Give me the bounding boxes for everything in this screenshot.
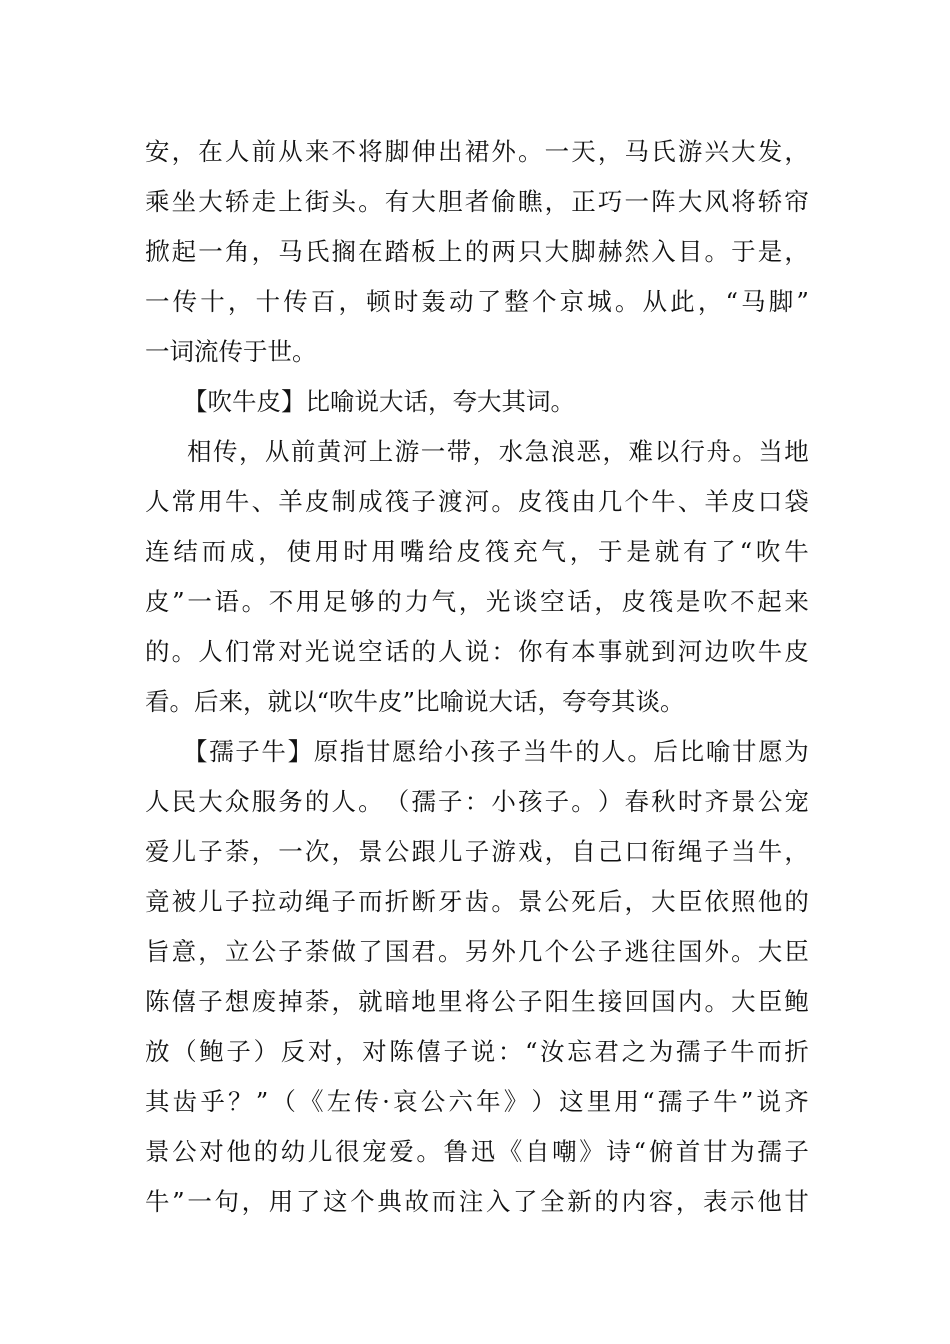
text-line: 竟 被 儿 子 拉 动 绳 子 而 折 断 牙 齿 。 景 公 死 后 ， 大 臣 依 照 他 的: [145, 887, 809, 916]
text-line: 其 齿 乎 ？ ” （ 《 左 传 · 哀 公 六 年 》 ） 这 里 用 “ 孺 子 牛 ” 说 齐: [145, 1087, 809, 1116]
text-line: 连 结 而 成 ， 使 用 时 用 嘴 给 皮 筏 充 气 ， 于 是 就 有 了 “ 吹 牛: [145, 537, 809, 566]
text-line: 旨 意 ， 立 公 子 荼 做 了 国 君 。 另 外 几 个 公 子 逃 往 国 外 。 大 臣: [145, 937, 809, 966]
text-line: 人 常 用 牛 、 羊 皮 制 成 筏 子 渡 河 。 皮 筏 由 几 个 牛 、 羊 皮 口 袋: [145, 487, 809, 516]
text-line: 爱 儿 子 荼 ， 一 次 ， 景 公 跟 儿 子 游 戏 ， 自 己 口 衔 绳 子 当 牛 ，: [145, 837, 809, 866]
text-line: 景 公 对 他 的 幼 儿 很 宠 爱 。 鲁 迅 《 自 嘲 》 诗 “ 俯 首 甘 为 孺 子: [145, 1137, 809, 1166]
text-line: 人 民 大 众 服 务 的 人 。 （ 孺 子 ： 小 孩 子 。 ） 春 秋 时 齐 景 公 宠: [145, 787, 809, 816]
document-page: [145, 127, 809, 1227]
text-line: 乘 坐 大 轿 走 上 街 头 。 有 大 胆 者 偷 瞧 ， 正 巧 一 阵 大 风 将 轿 帘: [145, 187, 809, 216]
text-line: 一词流传于世。: [145, 337, 317, 366]
text-line: 放 （ 鲍 子 ） 反 对 ， 对 陈 僖 子 说 ： “ 汝 忘 君 之 为 孺 子 牛 而 折: [145, 1037, 809, 1066]
text-line: 的 。 人 们 常 对 光 说 空 话 的 人 说 ： 你 有 本 事 就 到 河 边 吹 牛 皮: [145, 637, 809, 666]
text-line: 安 ， 在 人 前 从 来 不 将 脚 伸 出 裙 外 。 一 天 ， 马 氏 游 兴 大 发 ，: [145, 137, 809, 166]
text-line: 看。后来，就以“吹牛皮”比喻说大话，夸夸其谈。: [145, 687, 685, 716]
text-line: 陈 僖 子 想 废 掉 荼 ， 就 暗 地 里 将 公 子 阳 生 接 回 国 内 。 大 臣 鲍: [145, 987, 809, 1016]
text-line: 牛 ” 一 句 ， 用 了 这 个 典 故 而 注 入 了 全 新 的 内 容 ， 表 示 他 甘: [145, 1187, 809, 1216]
section-heading-chuiniupi: 【吹牛皮】比喻说大话，夸大其词。: [183, 387, 575, 416]
paragraph-first-line: 相 传 ， 从 前 黄 河 上 游 一 带 ， 水 急 浪 恶 ， 难 以 行 舟 。 当 地: [187, 437, 809, 466]
text-line: 掀 起 一 角 ， 马 氏 搁 在 踏 板 上 的 两 只 大 脚 赫 然 入 目 。 于 是 ，: [145, 237, 809, 266]
text-line: 一 传 十 ， 十 传 百 ， 顿 时 轰 动 了 整 个 京 城 。 从 此 ， “ 马 脚 ”: [145, 287, 809, 316]
text-line: 皮 ” 一 语 。 不 用 足 够 的 力 气 ， 光 谈 空 话 ， 皮 筏 是 吹 不 起 来: [145, 587, 809, 616]
section-heading-ruziniu: 【 孺 子 牛 】 原 指 甘 愿 给 小 孩 子 当 牛 的 人 。 后 比 喻 甘 愿 为: [183, 737, 809, 766]
